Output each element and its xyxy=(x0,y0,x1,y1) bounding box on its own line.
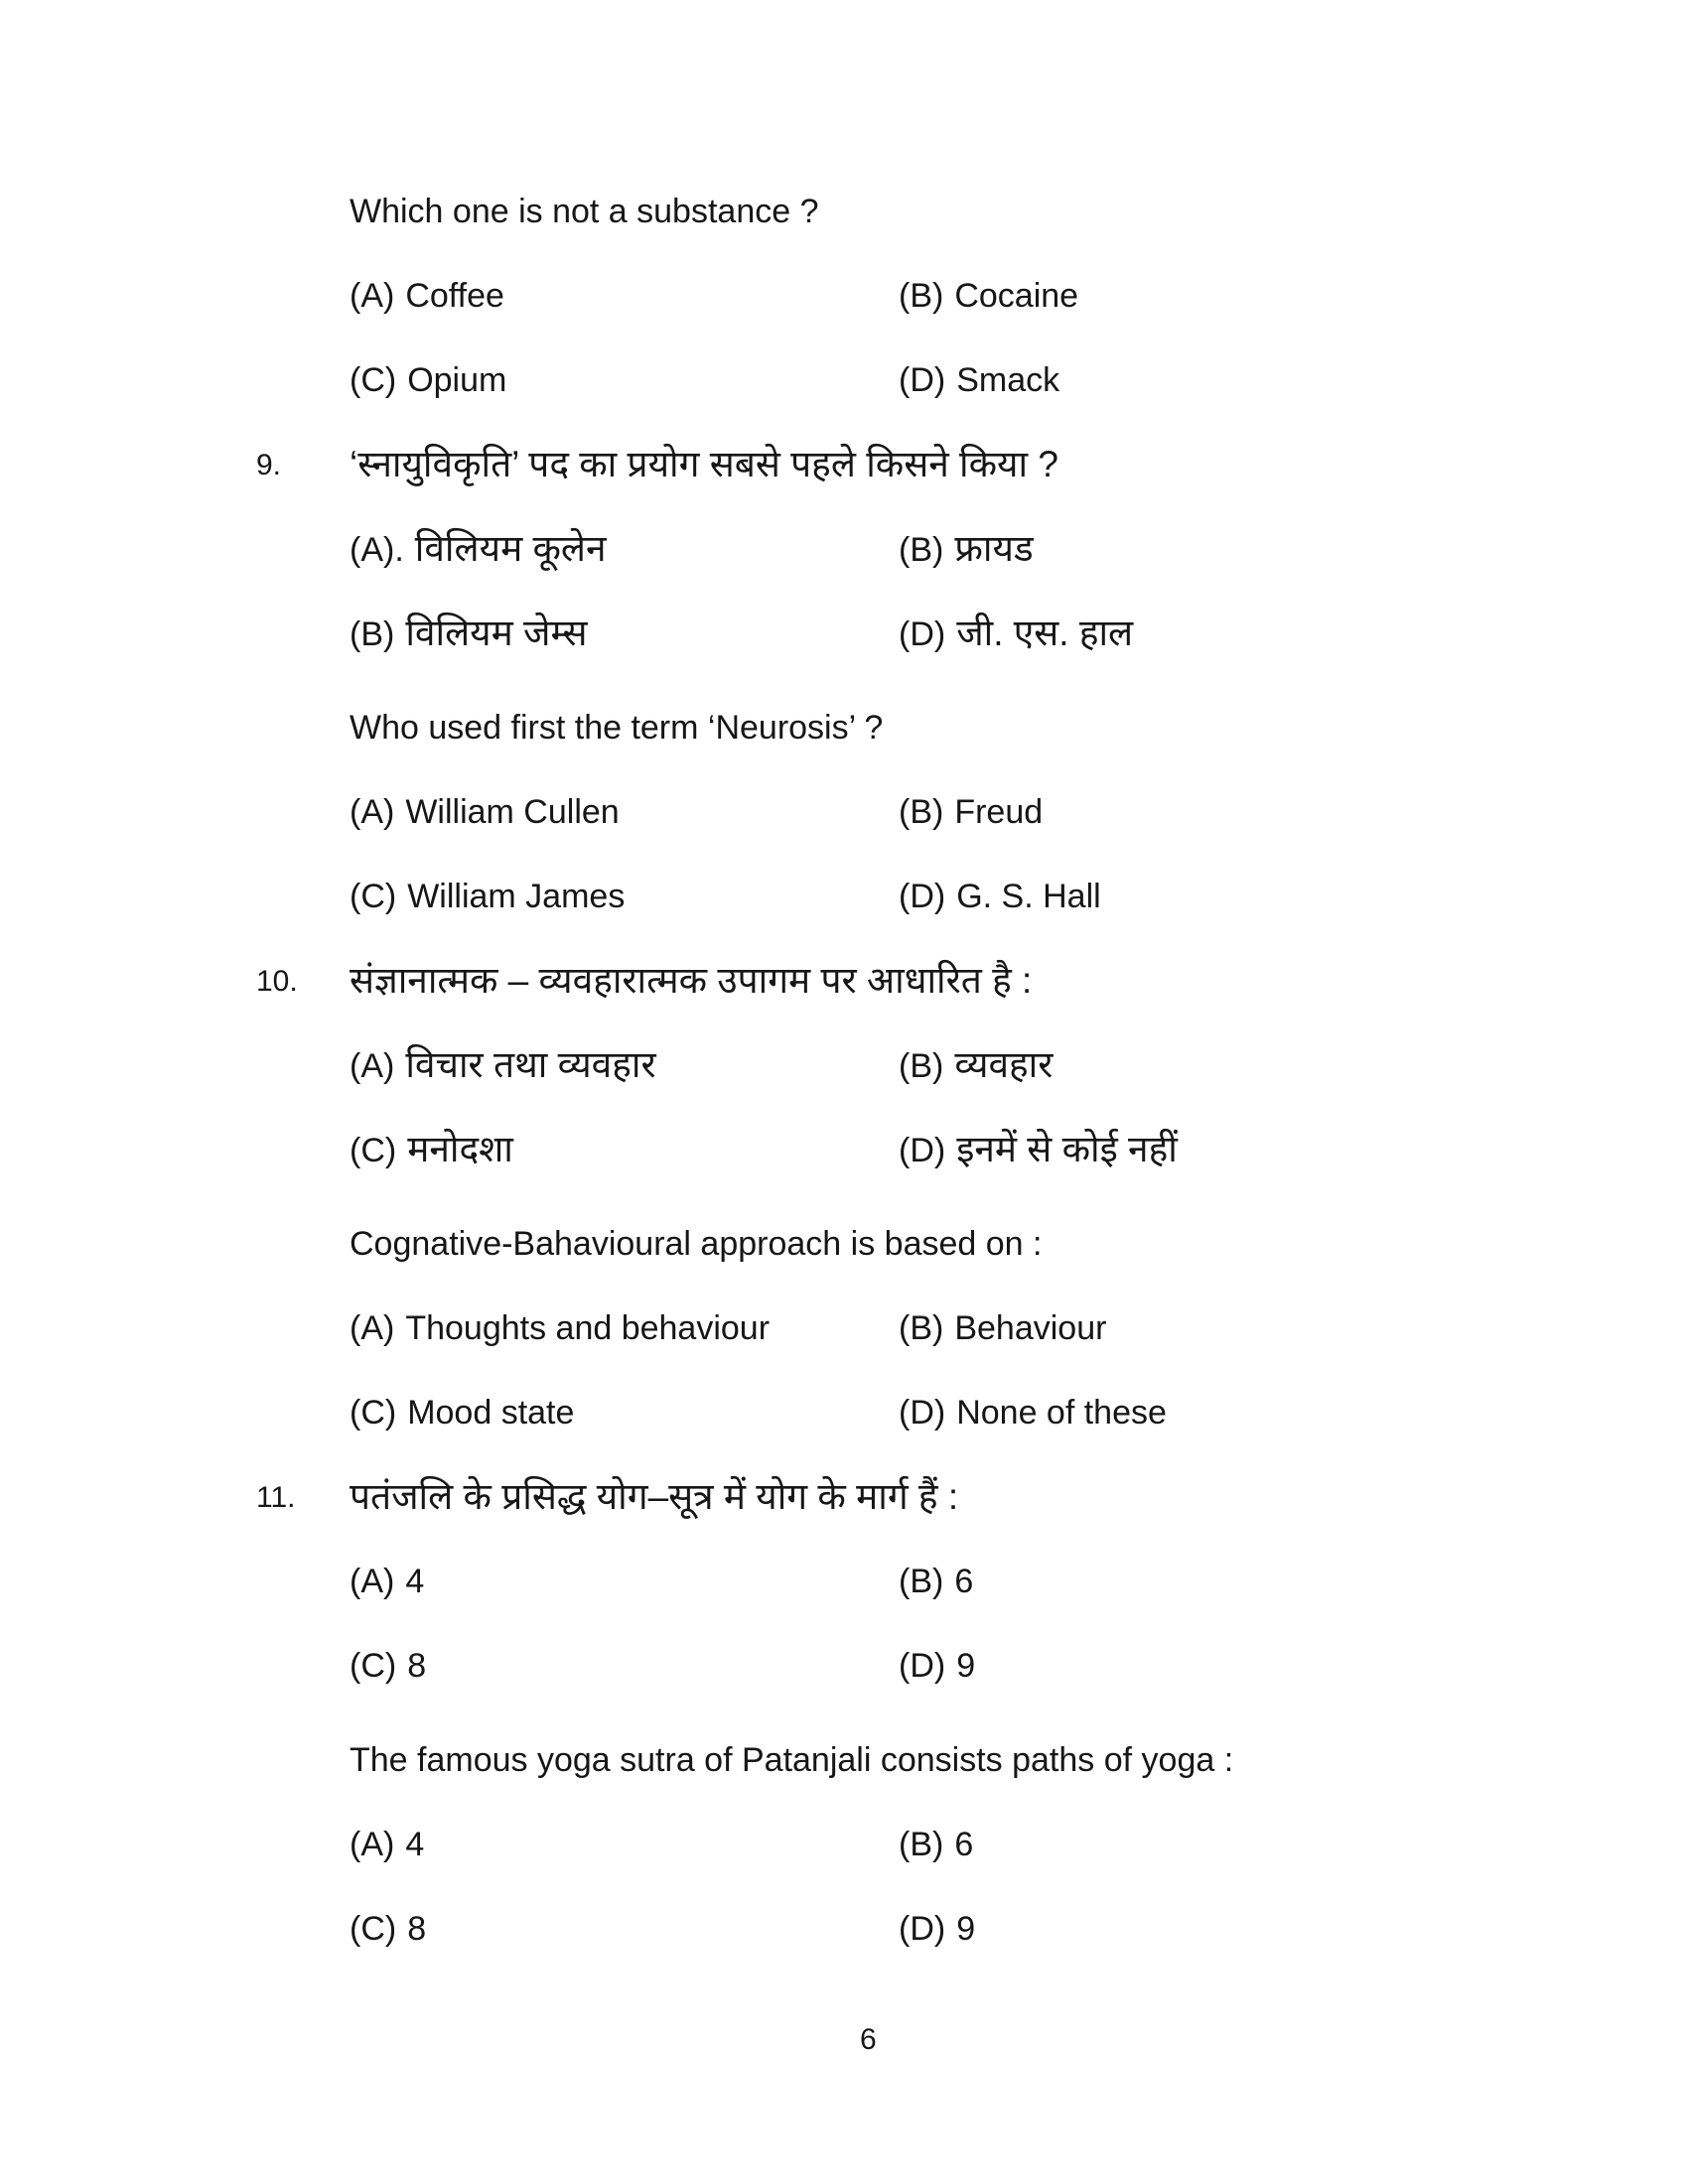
option-b xyxy=(899,528,1531,613)
question-line xyxy=(350,1739,1531,1824)
option-label: (B) xyxy=(899,1563,944,1600)
question-line xyxy=(256,444,1531,528)
option-d xyxy=(899,359,1531,444)
option-text: व्यवहार xyxy=(954,1044,1054,1085)
option-label: (A). xyxy=(350,531,404,569)
option-text: None of these xyxy=(956,1394,1167,1432)
option-text: William James xyxy=(407,878,626,915)
options-row xyxy=(350,528,1531,613)
option-text: Opium xyxy=(407,361,507,399)
options-row xyxy=(350,1824,1531,1908)
option-a xyxy=(350,1044,899,1129)
option-b xyxy=(899,1307,1531,1392)
option-label: (D) xyxy=(899,878,946,915)
options-row xyxy=(350,1307,1531,1392)
option-text: 9 xyxy=(956,1647,976,1685)
options-row xyxy=(350,1392,1531,1476)
option-a xyxy=(350,275,899,359)
option-text: Thoughts and behaviour xyxy=(405,1309,771,1347)
option-d xyxy=(899,1392,1531,1476)
option-b xyxy=(899,1044,1531,1129)
options-row xyxy=(350,1561,1531,1645)
option-label: (A) xyxy=(350,1826,395,1863)
option-d xyxy=(899,1129,1531,1213)
option-c xyxy=(350,1645,899,1729)
question-text: Cognative-Bahavioural approach is based on : xyxy=(350,1225,1043,1263)
options-row xyxy=(350,876,1531,960)
option-text: Smack xyxy=(956,361,1060,399)
option-text: जी. एस. हाल xyxy=(956,613,1134,653)
option-label: (C) xyxy=(350,361,397,399)
option-label: (A) xyxy=(350,793,395,831)
option-label: (A) xyxy=(350,1309,395,1347)
option-text: William Cullen xyxy=(405,793,620,831)
option-label: (D) xyxy=(899,1394,946,1432)
option-label: (D) xyxy=(899,1910,946,1948)
option-label: (C) xyxy=(350,878,397,915)
question-text: The famous yoga sutra of Patanjali consists paths of yoga : xyxy=(350,1741,1234,1779)
option-c xyxy=(350,1392,899,1476)
option-d xyxy=(899,613,1531,697)
option-a xyxy=(350,1307,899,1392)
option-a xyxy=(350,791,899,876)
option-c xyxy=(350,1129,899,1213)
option-d xyxy=(899,876,1531,960)
option-text: 6 xyxy=(954,1563,974,1600)
option-a xyxy=(350,1824,899,1908)
options-row xyxy=(350,1908,1531,1992)
question-number: 11. xyxy=(256,1481,296,1514)
options-row xyxy=(350,1129,1531,1213)
option-label: (D) xyxy=(899,1132,946,1169)
option-label: (D) xyxy=(899,361,946,399)
option-text: विचार तथा व्यवहार xyxy=(405,1044,656,1085)
options-row xyxy=(350,359,1531,444)
question-text: Which one is not a substance ? xyxy=(350,193,819,230)
option-text: फ्रायड xyxy=(954,528,1034,569)
option-text: विलियम कूलेन xyxy=(414,528,607,569)
question-text: संज्ञानात्मक – व्यवहारात्मक उपागम पर आधारित है : xyxy=(350,960,1033,1001)
question-block xyxy=(350,191,1531,444)
option-text: विलियम जेम्स xyxy=(405,613,588,653)
option-label: (C) xyxy=(350,1647,397,1685)
option-label: (D) xyxy=(899,1647,946,1685)
option-label: (A) xyxy=(350,1047,395,1085)
question-line xyxy=(350,1223,1531,1307)
options-row xyxy=(350,1044,1531,1129)
option-text: G. S. Hall xyxy=(956,878,1101,915)
option-label: (A) xyxy=(350,277,395,315)
option-text: 4 xyxy=(405,1563,425,1600)
option-text: 6 xyxy=(954,1826,974,1863)
option-text: 8 xyxy=(407,1647,427,1685)
option-d xyxy=(899,1908,1531,1992)
option-text: 9 xyxy=(956,1910,976,1948)
option-label: (C) xyxy=(350,1394,397,1432)
question-block xyxy=(350,1739,1531,1992)
option-c xyxy=(350,876,899,960)
question-block xyxy=(256,960,1531,1213)
option-text: मनोदशा xyxy=(407,1129,513,1169)
question-number: 10. xyxy=(256,965,298,998)
question-text: ‘स्नायुविकृति’ पद का प्रयोग सबसे पहले किसने किया ? xyxy=(350,444,1058,484)
option-text: Behaviour xyxy=(954,1309,1107,1347)
option-label: (D) xyxy=(899,615,946,653)
question-block xyxy=(350,707,1531,960)
option-text: 4 xyxy=(405,1826,425,1863)
option-label: (C) xyxy=(350,1132,397,1169)
question-block xyxy=(256,444,1531,697)
options-row xyxy=(350,613,1531,697)
option-label: (B) xyxy=(899,1826,944,1863)
option-label: (B) xyxy=(899,531,944,569)
option-text: Freud xyxy=(954,793,1044,831)
questions-area xyxy=(256,191,1531,1992)
option-label: (C) xyxy=(350,1910,397,1948)
question-text: पतंजलि के प्रसिद्ध योग–सूत्र में योग के मार्ग हैं : xyxy=(350,1476,959,1517)
option-text: Coffee xyxy=(405,277,504,315)
option-text: 8 xyxy=(407,1910,427,1948)
option-b xyxy=(899,275,1531,359)
question-line xyxy=(350,191,1531,275)
option-a xyxy=(350,1561,899,1645)
option-c xyxy=(350,359,899,444)
option-label: (B) xyxy=(350,615,395,653)
options-row xyxy=(350,1645,1531,1729)
option-text: Cocaine xyxy=(954,277,1079,315)
option-label: (B) xyxy=(899,1309,944,1347)
page-number: 6 xyxy=(860,2023,877,2056)
option-label: (B) xyxy=(899,277,944,315)
option-c xyxy=(350,613,899,697)
option-b xyxy=(899,791,1531,876)
question-block xyxy=(256,1476,1531,1729)
option-d xyxy=(899,1645,1531,1729)
option-b xyxy=(899,1824,1531,1908)
question-line xyxy=(256,1476,1531,1561)
question-line xyxy=(256,960,1531,1044)
option-label: (B) xyxy=(899,793,944,831)
option-c xyxy=(350,1908,899,1992)
options-row xyxy=(350,275,1531,359)
option-a xyxy=(350,528,899,613)
question-line xyxy=(350,707,1531,791)
option-label: (B) xyxy=(899,1047,944,1085)
question-number: 9. xyxy=(256,449,282,481)
option-text: Mood state xyxy=(407,1394,575,1432)
options-row xyxy=(350,791,1531,876)
option-b xyxy=(899,1561,1531,1645)
question-text: Who used first the term ‘Neurosis’ ? xyxy=(350,709,884,747)
question-block xyxy=(350,1223,1531,1476)
option-label: (A) xyxy=(350,1563,395,1600)
option-text: इनमें से कोई नहीं xyxy=(956,1129,1178,1169)
